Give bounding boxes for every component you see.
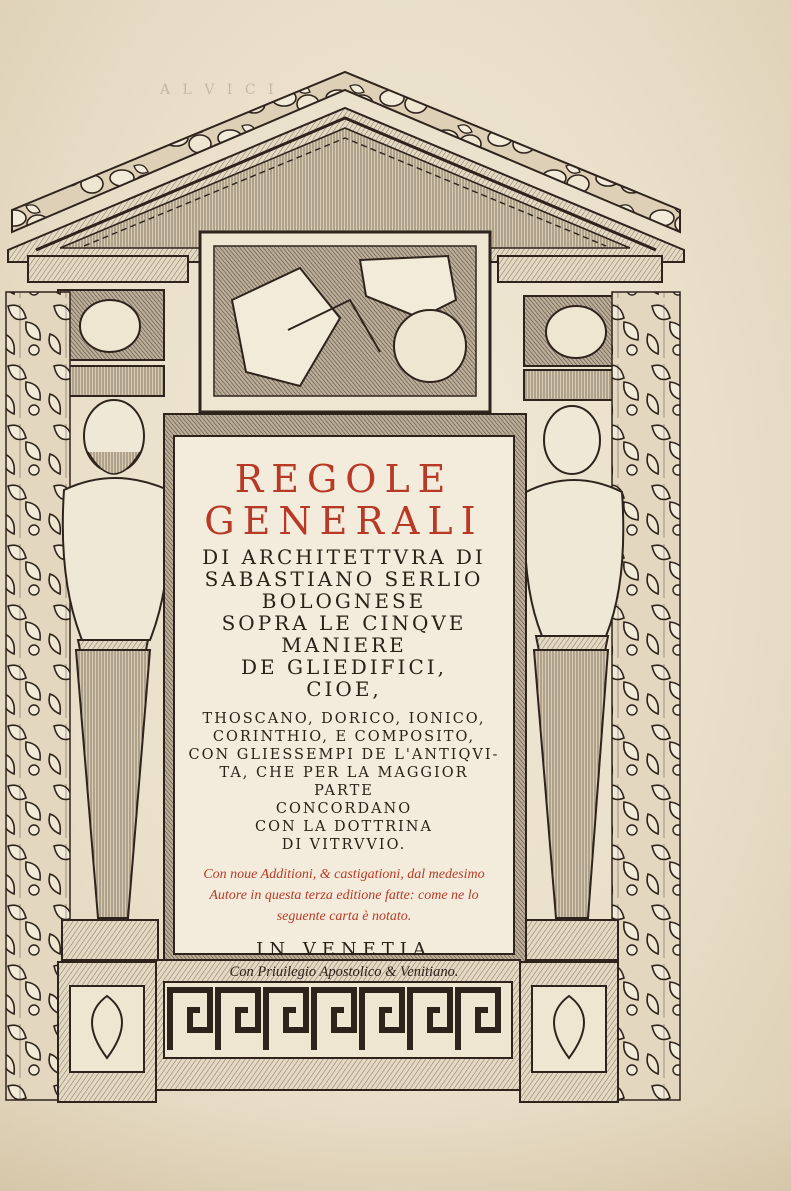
subtitle-line-6: DE GLIEDIFICI, xyxy=(240,655,448,679)
right-pedestal xyxy=(520,962,618,1102)
left-herm-figure xyxy=(62,400,169,960)
orders-line-5: PARTE xyxy=(314,783,374,799)
subtitle-line-7: CIOE, xyxy=(306,677,382,701)
orders-line-7: CON LA DOTTRINA xyxy=(255,819,433,835)
orders-line-4: TA, CHE PER LA MAGGIOR xyxy=(219,765,469,781)
title-line-1: REGOLE xyxy=(234,457,454,501)
subtitle-line-1: DI ARCHITETTVRA DI xyxy=(202,545,486,569)
orders-line-3: CON GLIESSEMPI DE L'ANTIQVI- xyxy=(188,747,500,763)
right-foliage-column xyxy=(612,292,680,1100)
left-pedestal xyxy=(58,962,156,1102)
orders-line-8: DI VITRVVIO. xyxy=(281,837,407,853)
right-caryatid-figure xyxy=(522,406,623,960)
orders-line-2: CORINTHIO, E COMPOSITO, xyxy=(212,729,476,745)
orders-line-6: CONCORDANO xyxy=(275,801,413,817)
title-line-2: GENERALI xyxy=(204,499,484,543)
imprint: IN VENETIA xyxy=(256,939,432,960)
subtitle-line-4: SOPRA LE CINQVE xyxy=(221,611,467,635)
subtitle-line-2: SABASTIANO SERLIO xyxy=(204,567,484,591)
orders-line-1: THOSCANO, DORICO, IONICO, xyxy=(202,711,486,727)
privilege: Con Priuilegio Apostolico & Venitiano. xyxy=(229,964,459,980)
subtitle-line-5: MANIERE xyxy=(281,633,407,657)
note-line-3: seguente carta è notato. xyxy=(276,909,412,924)
note-line-1: Con noue Additioni, & castigationi, dal medesimo xyxy=(203,867,485,882)
title-text-block xyxy=(176,440,512,980)
note-line-2: Autore in questa terza editione fatte: come ne lo xyxy=(209,888,479,903)
show-through-text: A L V I C I xyxy=(160,82,278,98)
ruins-panel xyxy=(200,232,490,412)
subtitle-line-3: BOLOGNESE xyxy=(261,589,427,613)
